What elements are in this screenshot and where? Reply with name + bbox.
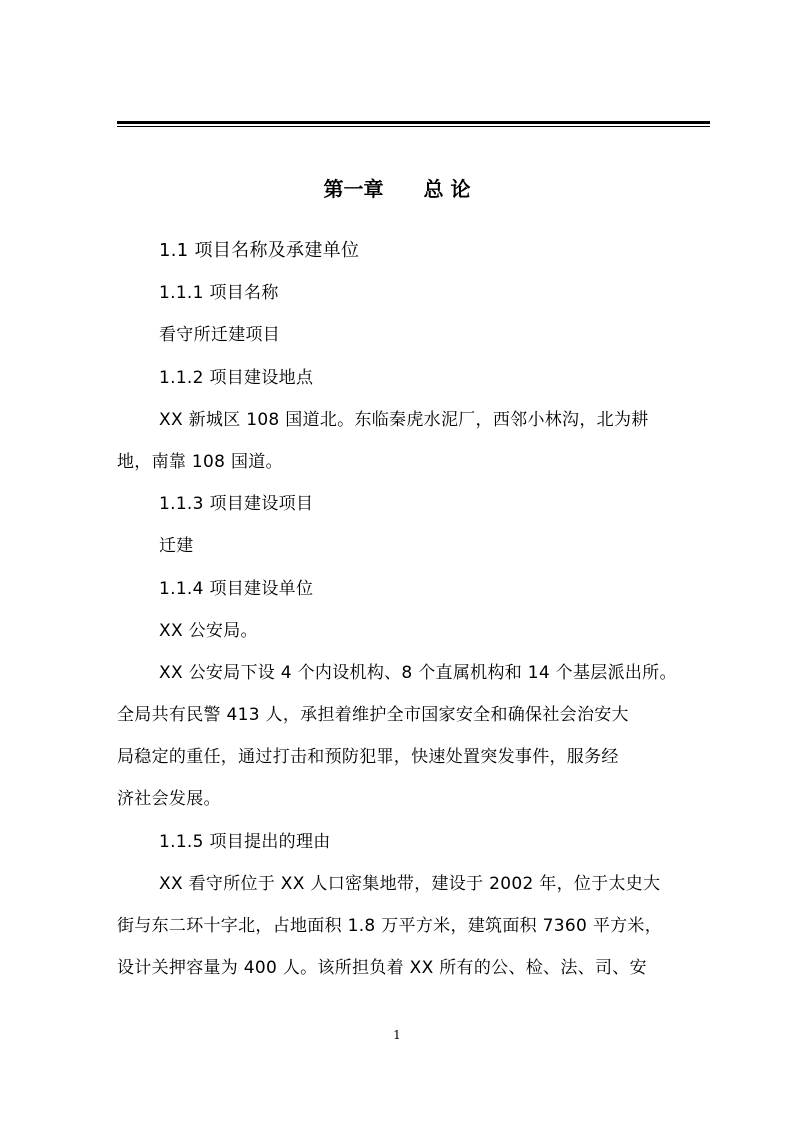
chapter-name: 总 论 — [423, 177, 471, 201]
paragraph-line: 迁建 — [159, 536, 194, 557]
paragraph-line: 济社会发展。 — [117, 789, 221, 810]
document-body — [117, 230, 710, 989]
section-heading: 1.1 项目名称及承建单位 — [159, 240, 360, 261]
chapter-number: 第一章 — [323, 177, 384, 201]
subsection-heading: 1.1.4 项目建设单位 — [159, 578, 314, 599]
header-rule-thick — [117, 121, 710, 124]
subsection-heading: 1.1.2 项目建设地点 — [159, 367, 314, 388]
paragraph-line: XX 看守所位于 XX 人口密集地带，建设于 2002 年，位于太史大 — [159, 873, 661, 894]
paragraph-line: 地，南靠 108 国道。 — [117, 451, 283, 472]
chapter-title — [0, 176, 794, 202]
paragraph-line: XX 公安局。 — [159, 620, 258, 641]
paragraph-line: XX 公安局下设 4 个内设机构、8 个直属机构和 14 个基层派出所。 — [159, 662, 677, 683]
paragraph-line: 街与东二环十字北，占地面积 1.8 万平方米，建筑面积 7360 平方米， — [117, 916, 663, 936]
header-rule-thin — [117, 126, 710, 127]
subsection-heading: 1.1.5 项目提出的理由 — [159, 831, 331, 852]
paragraph-line: XX 新城区 108 国道北。东临秦虎水泥厂，西邻小林沟，北为耕 — [159, 409, 649, 430]
page-number: 1 — [393, 1028, 401, 1042]
subsection-heading: 1.1.1 项目名称 — [159, 283, 279, 304]
paragraph-line: 设计关押容量为 400 人。该所担负着 XX 所有的公、检、法、司、安 — [117, 958, 647, 979]
subsection-heading: 1.1.3 项目建设项目 — [159, 494, 314, 515]
paragraph-line: 全局共有民警 413 人，承担着维护全市国家安全和确保社会治安大 — [117, 705, 629, 726]
paragraph-line: 局稳定的重任，通过打击和预防犯罪，快速处置突发事件，服务经 — [117, 747, 619, 768]
paragraph-line: 看守所迁建项目 — [159, 325, 281, 346]
